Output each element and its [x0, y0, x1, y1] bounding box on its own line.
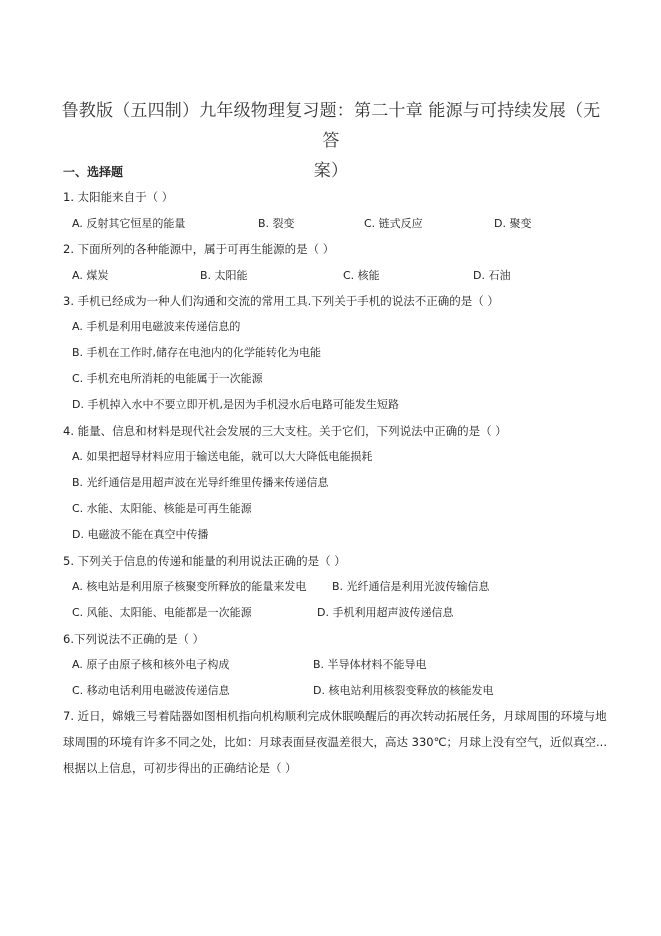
question-stem: 7. 近日，嫦娥三号着陆器如图相机指向机构顺利完成休眠唤醒后的再次转动拓展任务，月球周围的环境与地球周围的环境有许多不同之处，比如：月球表面昼夜温差很大，高达 330℃；月球上没有空气，近似真空...根据以上信息，可初步得出的正确结论是（ ） [63, 709, 607, 775]
title-line-1: 鲁教版（五四制）九年级物理复习题：第二十章 能源与可持续发展（无答 [61, 101, 601, 151]
option: D. 核电站利用核裂变释放的核能发电 [313, 684, 494, 697]
question-stem: 5. 下列关于信息的传递和能量的利用说法正确的是（ ） [63, 554, 346, 568]
option: C. 移动电话利用电磁波传递信息 [72, 684, 230, 697]
option: C. 核能 [343, 269, 380, 282]
question-stem: 4. 能量、信息和材料是现代社会发展的三大支柱。关于它们，下列说法中正确的是（ ） [63, 424, 507, 438]
option: D. 聚变 [494, 217, 532, 230]
question-stem: 1. 太阳能来自于（ ） [63, 190, 174, 204]
title-line-2: 案） [313, 161, 349, 181]
section-heading: 一、选择题 [63, 165, 124, 179]
option: D. 石油 [473, 269, 511, 282]
option: A. 原子由原子核和核外电子构成 [72, 658, 230, 671]
option: B. 裂变 [258, 217, 295, 230]
option: C. 水能、太阳能、核能是可再生能源 [72, 502, 252, 515]
document-title [56, 96, 606, 186]
option: A. 反射其它恒星的能量 [72, 217, 186, 230]
option: B. 光纤通信是用超声波在光导纤维里传播来传递信息 [72, 476, 329, 489]
option: C. 链式反应 [364, 217, 423, 230]
option: C. 风能、太阳能、电能都是一次能源 [72, 606, 252, 619]
question-stem: 2. 下面所列的各种能源中，属于可再生能源的是（ ） [63, 242, 335, 256]
option: A. 核电站是利用原子核聚变所释放的能量来发电 [72, 580, 307, 593]
option: A. 煤炭 [72, 269, 109, 282]
option: D. 电磁波不能在真空中传播 [72, 528, 209, 541]
question-stem: 6.下列说法不正确的是（ ） [63, 632, 205, 646]
option: A. 如果把超导材料应用于输送电能，就可以大大降低电能损耗 [72, 450, 373, 463]
option: B. 太阳能 [200, 269, 248, 282]
option: B. 光纤通信是利用光波传输信息 [332, 580, 490, 593]
option: B. 半导体材料不能导电 [313, 658, 427, 671]
option: B. 手机在工作时,储存在电池内的化学能转化为电能 [72, 346, 322, 359]
option: A. 手机是利用电磁波来传递信息的 [72, 320, 241, 333]
option: D. 手机利用超声波传递信息 [317, 606, 454, 619]
option: D. 手机掉入水中不要立即开机,是因为手机浸水后电路可能发生短路 [72, 398, 399, 411]
option: C. 手机充电所消耗的电能属于一次能源 [72, 372, 263, 385]
question-stem: 3. 手机已经成为一种人们沟通和交流的常用工具.下列关于手机的说法不正确的是（ ） [63, 294, 499, 308]
